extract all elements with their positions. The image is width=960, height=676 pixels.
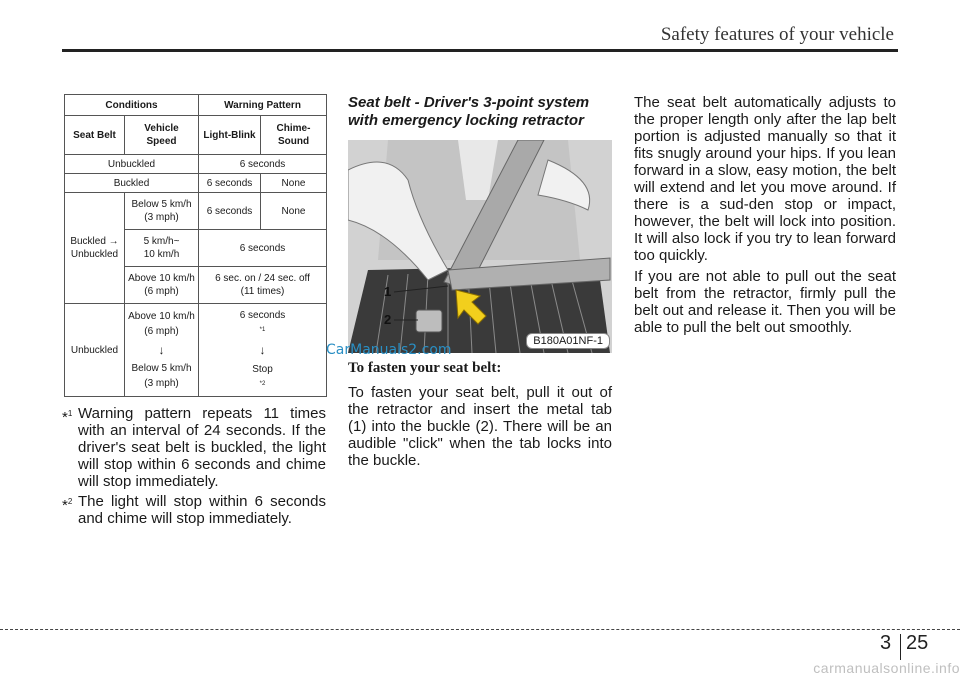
footer-rule [0,629,960,630]
chapter-number: 3 [880,632,892,654]
adjust-paragraph: The seat belt automatically adjusts to the proper length only after the lap belt portion is adjusted manually so that it fits snugly around your hips. If you lean forward in a slow, easy motion, the belt will extend and let you move around. If there is a sud-den stop or impact, however, the belt will lock into position. It will also lock if you try to lean forward too quickly. [634,94,896,264]
table-subheader-light-blink: Light-Blink [199,116,261,155]
table-row: Unbuckled Above 10 km/h (6 mph) ↓ Below 5 km/h (3 mph) 6 seconds *1 ↓ Stop *2 [65,304,327,397]
page-number: 25 [906,632,929,654]
page-number-divider [900,634,901,660]
table-row: Buckled → Unbuckled Below 5 km/h (3 mph) 6 seconds None [65,193,327,230]
section-title: Seat belt - Driver's 3-point system with emergency locking retractor [348,94,590,129]
callout-2: 2 [384,312,392,327]
table-row: 5 km/h~ 10 km/h 6 seconds [65,230,327,267]
footnote-1: *$^1$ Warning pattern repeats 11 times with an interval of 24 seconds. If the driver's seat belt is buckled, the light will stop within 6 seconds and chime will stop immediately. [62,405,326,490]
footnote-2: *$^2$ The light will stop within 6 seconds and chime will stop immediately. [62,493,326,527]
table-row: Above 10 km/h (6 mph) 6 sec. on / 24 sec. off (11 times) [65,267,327,304]
table-row: Unbuckled 6 seconds [65,155,327,174]
seat-belt-illustration [348,140,612,353]
table-subheader-seat-belt: Seat Belt [65,116,125,155]
table-header-conditions: Conditions [65,95,199,116]
watermark-text[interactable]: CarManuals2.com [326,342,452,358]
fasten-paragraph: To fasten your seat belt, pull it out of the retractor and insert the metal tab (1) into the buckle (2). There will be an audible "click" when the tab locks into the buckle. [348,384,612,469]
table-subheader-chime-sound: Chime- Sound [261,116,327,155]
header-rule [62,49,898,52]
retractor-paragraph: If you are not able to pull out the seat belt from the retractor, firmly pull the belt out and release it. Then you will be able to pull the belt out smoothly. [634,268,896,336]
figure-code: B180A01NF-1 [526,333,610,349]
middle-column [348,94,612,130]
down-arrow-icon: ↓ [259,343,266,357]
callout-1: 1 [384,284,392,299]
down-arrow-icon: ↓ [158,343,165,357]
fasten-subheading: To fasten your seat belt: [348,360,502,376]
page-header-title: Safety features of your vehicle [660,24,894,45]
site-watermark[interactable]: carmanualsonline.info [813,660,960,676]
warning-pattern-table [64,94,327,397]
right-column [634,94,896,340]
buckled-unbuckled-label: Buckled → Unbuckled [65,193,125,304]
table-subheader-vehicle-speed: Vehicle Speed [125,116,199,155]
table-row: Buckled 6 seconds None [65,174,327,193]
table-header-warning-pattern: Warning Pattern [199,95,327,116]
